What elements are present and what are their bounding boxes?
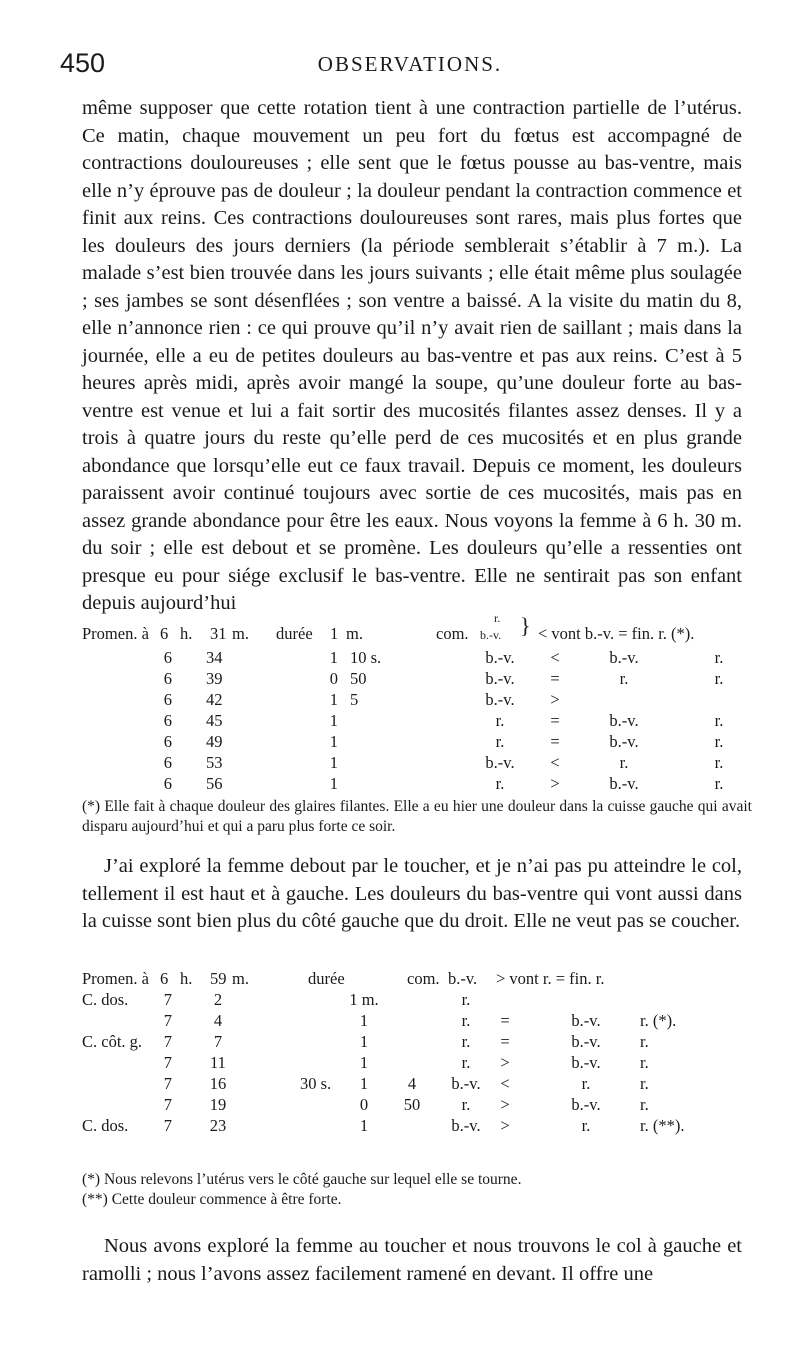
table-row xyxy=(82,668,762,689)
duration-min-cell: 1 xyxy=(359,1011,369,1030)
com-cell: r. xyxy=(461,990,471,1009)
fin-cell: r. xyxy=(714,711,724,730)
header-label: Promen. à xyxy=(82,624,149,643)
hour-cell: 6 xyxy=(163,690,172,709)
header-com: com. xyxy=(407,969,440,988)
fin-cell: r. (*). xyxy=(640,1011,677,1030)
hour-cell: 7 xyxy=(163,990,172,1009)
header-hour: 6 xyxy=(160,624,169,643)
com-cell: r. xyxy=(461,1011,471,1030)
hour-cell: 7 xyxy=(163,1032,172,1051)
minute-cell: 23 xyxy=(209,1116,227,1135)
vont-cell: b.-v. xyxy=(609,648,639,667)
page-header xyxy=(60,48,760,88)
fin-cell: r. xyxy=(640,1074,649,1093)
vont-cell: b.-v. xyxy=(571,1053,601,1072)
table-1-footnote: (*) Elle fait à chaque douleur des glaires filantes. Elle a eu hier une douleur dans la cuisse gauche qui avait disparu aujourd’hui et qui a paru plus forte ce soir. xyxy=(82,798,752,835)
table-row xyxy=(82,710,762,731)
relation-sign-cell: < xyxy=(550,648,560,667)
table-row xyxy=(82,647,762,668)
hour-cell: 6 xyxy=(163,669,172,688)
duration-min-cell: 1 xyxy=(359,1074,369,1093)
com-cell: r. xyxy=(495,732,505,751)
fin-cell: r. xyxy=(714,774,724,793)
minute-cell: 34 xyxy=(206,648,223,667)
header-minute-unit: m. xyxy=(232,624,249,643)
table-row xyxy=(82,731,762,752)
minute-cell: 4 xyxy=(213,1011,223,1030)
relation-sign-cell: = xyxy=(550,669,560,688)
fin-cell: r. xyxy=(640,1032,649,1051)
duration-min-cell: 1 xyxy=(329,774,338,793)
header-duration-unit: m. xyxy=(346,624,363,643)
fin-cell: r. xyxy=(714,669,724,688)
com-sec-cell: 4 xyxy=(407,1074,417,1093)
fin-cell: r. xyxy=(714,732,724,751)
relation-sign-cell: = xyxy=(500,1032,510,1051)
header-minute: 31 xyxy=(210,624,227,643)
table-1-body xyxy=(82,647,762,794)
duration-sec-cell: 10 s. xyxy=(350,648,382,667)
header-duration: durée xyxy=(276,624,313,643)
minute-cell: 56 xyxy=(206,774,223,793)
hour-cell: 7 xyxy=(163,1011,172,1030)
fin-cell: r. xyxy=(714,648,724,667)
minute-cell: 19 xyxy=(209,1095,227,1114)
com-cell: b.-v. xyxy=(485,753,515,772)
table-row xyxy=(82,1052,762,1073)
duration-min-cell: 1 xyxy=(329,711,338,730)
header-relation: > vont r. = fin. r. xyxy=(496,969,605,988)
duration-sec-cell: 50 xyxy=(350,669,367,688)
duration-min-cell: 0 xyxy=(329,669,338,688)
hour-cell: 7 xyxy=(163,1053,172,1072)
table-row xyxy=(82,689,762,710)
vont-cell: r. xyxy=(581,1074,591,1093)
fin-cell: r. xyxy=(640,1095,649,1114)
header-duration-min: 1 xyxy=(330,624,339,643)
hour-cell: 6 xyxy=(163,774,172,793)
header-com-bottom: b.-v. xyxy=(480,628,502,642)
minute-cell: 2 xyxy=(213,990,223,1009)
vont-cell: b.-v. xyxy=(609,732,639,751)
position-label-cell: C. dos. xyxy=(82,990,129,1009)
header-label: Promen. à xyxy=(82,969,149,988)
position-label-cell: C. dos. xyxy=(82,1116,129,1135)
duration-sec-cell: 30 s. xyxy=(300,1074,332,1093)
duration-sec-cell: 5 xyxy=(350,690,359,709)
fin-cell: r. (**). xyxy=(640,1116,685,1135)
paragraph-1: même supposer que cette rotation tient à une contraction partielle de l’utérus. Ce matin, chaque mouvement un peu fort du fœtus est accompagné de contractions douloureuses ; elle sent que le fœtus pousse au bas-ventre, mais elle n’y éprouve pas de douleur ; la douleur pendant la contraction commence et finit aux reins. Ces contractions douloureuses sont rares, mais plus fortes que les douleurs des jours derniers (la période semblerait s’établir à 7 m.). La malade s’est bien trouvée dans les jours suivants ; elle était même plus soulagée ; ses jambes se sont désenflées ; son ventre a baissé. A la visite du matin du 8, elle n’annonce rien : ce qui prouve qu’il n’y avait rien de saillant ; mais dans la journée, elle a eu de petites douleurs au bas-ventre et pas aux reins. C’est à 5 heures après midi, après avoir mangé la soupe, qu’une douleur forte au bas-ventre est venue et lui a fait sortir des mucosités filantes assez denses. Il y a trois à quatre jours du reste qu’elle perd de ces mucosités et en plus grande abondance que lorsqu’elle eut ce faux travail. Depuis ce moment, les douleurs paraissent avoir continué toujours avec sortie de ces mucosités, mais pas en assez grande abondance pour être les eaux. Nous voyons la femme à 6 h. 30 m. du soir ; elle est debout et se promène. Les douleurs qu’elle a ressenties ont presque eu pour siége exclusif le bas-ventre. Elle ne sentirait pas son enfant depuis aujourd’hui xyxy=(82,97,742,614)
vont-cell: b.-v. xyxy=(571,1011,601,1030)
minute-cell: 42 xyxy=(206,690,223,709)
com-cell: b.-v. xyxy=(451,1116,481,1135)
table-2-footnote-1: (*) Nous relevons l’utérus vers le côté gauche sur lequel elle se tourne. xyxy=(82,1171,522,1188)
vont-cell: b.-v. xyxy=(571,1032,601,1051)
relation-sign-cell: = xyxy=(550,732,560,751)
com-sec-cell: 50 xyxy=(403,1095,421,1114)
minute-cell: 49 xyxy=(206,732,223,751)
com-cell: r. xyxy=(461,1032,471,1051)
fin-cell: r. xyxy=(714,753,724,772)
com-cell: b.-v. xyxy=(451,1074,481,1093)
hour-cell: 6 xyxy=(163,753,172,772)
com-cell: r. xyxy=(461,1095,471,1114)
minute-cell: 53 xyxy=(206,753,223,772)
relation-sign-cell: > xyxy=(500,1053,510,1072)
observation-table-1 xyxy=(82,611,762,793)
hour-cell: 7 xyxy=(163,1116,172,1135)
relation-sign-cell: > xyxy=(550,774,560,793)
header-hour-unit: h. xyxy=(180,969,193,988)
vont-cell: b.-v. xyxy=(609,774,639,793)
brace-icon: } xyxy=(520,613,531,638)
observation-table-2 xyxy=(82,968,762,1153)
hour-cell: 7 xyxy=(163,1095,172,1114)
duration-min-cell: 1 xyxy=(329,732,338,751)
com-cell: r. xyxy=(461,1053,471,1072)
relation-sign-cell: < xyxy=(500,1074,510,1093)
hour-cell: 6 xyxy=(163,732,172,751)
duration-min-cell: 1 m. xyxy=(349,990,379,1009)
paragraph-2: J’ai exploré la femme debout par le toucher, et je n’ai pas pu atteindre le col, tellement il est haut et à gauche. Les douleurs du bas-ventre qui vont aussi dans la cuisse sont bien plus du côté gauche que du droit. Elle ne veut pas se coucher. xyxy=(82,855,742,932)
table-2-body xyxy=(82,989,762,1136)
table-row xyxy=(82,1010,762,1031)
relation-sign-cell: < xyxy=(550,753,560,772)
header-relation: < vont b.-v. = fin. r. (*). xyxy=(538,624,695,643)
relation-sign-cell: > xyxy=(500,1116,510,1135)
relation-sign-cell: = xyxy=(500,1011,510,1030)
table-row xyxy=(82,1031,762,1052)
hour-cell: 6 xyxy=(163,711,172,730)
table-row xyxy=(82,1073,762,1094)
table-row xyxy=(82,1094,762,1115)
duration-min-cell: 1 xyxy=(359,1116,369,1135)
hour-cell: 7 xyxy=(163,1074,172,1093)
minute-cell: 16 xyxy=(209,1074,227,1093)
com-cell: r. xyxy=(495,774,505,793)
relation-sign-cell: > xyxy=(550,690,560,709)
vont-cell: b.-v. xyxy=(571,1095,601,1114)
table-row xyxy=(82,989,762,1010)
table-1-header xyxy=(82,611,762,647)
header-hour: 6 xyxy=(160,969,169,988)
duration-min-cell: 1 xyxy=(359,1053,369,1072)
hour-cell: 6 xyxy=(163,648,172,667)
minute-cell: 11 xyxy=(210,1053,226,1072)
com-cell: r. xyxy=(495,711,505,730)
com-cell: b.-v. xyxy=(485,648,515,667)
com-cell: b.-v. xyxy=(485,690,515,709)
header-minute: 59 xyxy=(210,969,227,988)
duration-min-cell: 1 xyxy=(329,753,338,772)
header-duration: durée xyxy=(308,969,345,988)
position-label-cell: C. côt. g. xyxy=(82,1032,143,1051)
page-number: 450 xyxy=(60,48,106,78)
header-com-top: r. xyxy=(494,611,501,625)
vont-cell: r. xyxy=(619,753,629,772)
header-minute-unit: m. xyxy=(232,969,249,988)
table-row xyxy=(82,773,762,794)
header-com-value: b.-v. xyxy=(448,969,478,988)
duration-min-cell: 1 xyxy=(329,648,338,667)
duration-min-cell: 0 xyxy=(359,1095,369,1114)
paragraph-3: Nous avons exploré la femme au toucher et nous trouvons le col à gauche et ramolli ; nous l’avons assez facilement ramené en devant. Il offre une xyxy=(82,1235,742,1285)
minute-cell: 7 xyxy=(213,1032,223,1051)
table-2-header xyxy=(82,968,762,989)
com-cell: b.-v. xyxy=(485,669,515,688)
relation-sign-cell: = xyxy=(550,711,560,730)
duration-min-cell: 1 xyxy=(359,1032,369,1051)
minute-cell: 39 xyxy=(206,669,223,688)
running-title: OBSERVATIONS. xyxy=(317,52,503,76)
vont-cell: r. xyxy=(619,669,629,688)
vont-cell: b.-v. xyxy=(609,711,639,730)
header-hour-unit: h. xyxy=(180,624,193,643)
duration-min-cell: 1 xyxy=(329,690,338,709)
table-2-footnote-2: (**) Cette douleur commence à être forte. xyxy=(82,1191,342,1208)
fin-cell: r. xyxy=(640,1053,649,1072)
relation-sign-cell: > xyxy=(500,1095,510,1114)
minute-cell: 45 xyxy=(206,711,223,730)
table-row xyxy=(82,1115,762,1136)
header-com: com. xyxy=(436,624,469,643)
table-row xyxy=(82,752,762,773)
vont-cell: r. xyxy=(581,1116,591,1135)
